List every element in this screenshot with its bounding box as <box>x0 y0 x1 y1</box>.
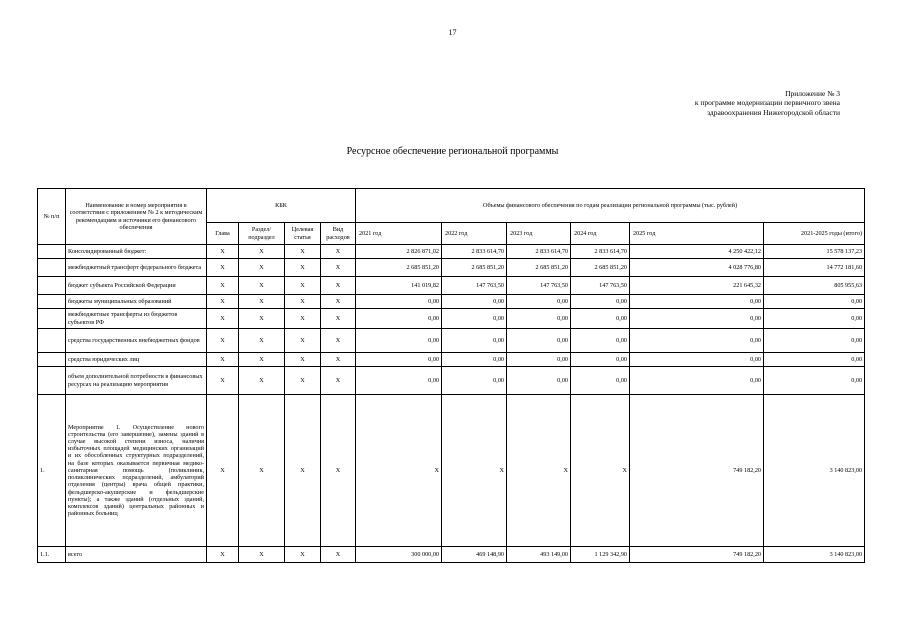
cell-2024: 1 129 342,90 <box>571 547 630 563</box>
header-2023: 2023 год <box>507 223 571 245</box>
table-row <box>38 353 865 367</box>
row-number: 1. <box>38 395 66 547</box>
header-razdel: Раздел/ подраздел <box>239 223 285 245</box>
row-number <box>38 259 66 277</box>
table-row <box>38 395 865 547</box>
header-celevaya: Целевая статья <box>285 223 321 245</box>
cell-2025: 749 182,20 <box>630 395 764 547</box>
row-number <box>38 353 66 367</box>
cell-2022: 0,00 <box>442 353 507 367</box>
cell-razdel: Х <box>239 353 285 367</box>
row-number <box>38 367 66 395</box>
row-name: межбюджетный трансферт федерального бюджета <box>66 259 207 277</box>
header-name: Наименование и номер мероприятия в соответствии с приложением № 2 к методическим рекомендациям и источники его финансового обеспечения <box>66 189 207 245</box>
cell-vid: Х <box>321 245 356 259</box>
cell-glava: Х <box>207 309 239 329</box>
cell-2022: 469 148,90 <box>442 547 507 563</box>
cell-celevaya: Х <box>285 367 321 395</box>
cell-2025: 0,00 <box>630 329 764 353</box>
row-name: бюджет субъекта Российской Федерации <box>66 277 207 295</box>
appendix-block <box>695 89 840 117</box>
cell-vid: Х <box>321 547 356 563</box>
cell-glava: Х <box>207 547 239 563</box>
cell-2023: 493 149,00 <box>507 547 571 563</box>
cell-razdel: Х <box>239 277 285 295</box>
cell-celevaya: Х <box>285 295 321 309</box>
row-number <box>38 245 66 259</box>
cell-2021: 0,00 <box>356 329 442 353</box>
cell-2024: Х <box>571 395 630 547</box>
cell-vid: Х <box>321 277 356 295</box>
header-2021: 2021 год <box>356 223 442 245</box>
table-row <box>38 277 865 295</box>
table-row <box>38 547 865 563</box>
cell-2023: Х <box>507 395 571 547</box>
table-row <box>38 329 865 353</box>
cell-2023: 147 763,50 <box>507 277 571 295</box>
cell-2023: 2 685 851,20 <box>507 259 571 277</box>
header-glava: Глава <box>207 223 239 245</box>
cell-2025: 221 645,32 <box>630 277 764 295</box>
cell-total: 14 772 181,60 <box>764 259 865 277</box>
cell-celevaya: Х <box>285 353 321 367</box>
cell-2025: 0,00 <box>630 295 764 309</box>
cell-glava: Х <box>207 353 239 367</box>
cell-2025: 0,00 <box>630 367 764 395</box>
cell-2025: 749 182,20 <box>630 547 764 563</box>
row-name: межбюджетные трансферты из бюджетов субъектов РФ <box>66 309 207 329</box>
cell-vid: Х <box>321 367 356 395</box>
cell-2021: 0,00 <box>356 309 442 329</box>
cell-2022: 0,00 <box>442 295 507 309</box>
cell-2024: 0,00 <box>571 353 630 367</box>
row-number <box>38 277 66 295</box>
cell-vid: Х <box>321 329 356 353</box>
row-number <box>38 295 66 309</box>
cell-glava: Х <box>207 329 239 353</box>
cell-glava: Х <box>207 367 239 395</box>
header-2024: 2024 год <box>571 223 630 245</box>
resource-table <box>37 188 865 563</box>
cell-total: 3 140 823,00 <box>764 395 865 547</box>
cell-razdel: Х <box>239 329 285 353</box>
table-row <box>38 259 865 277</box>
cell-2023: 0,00 <box>507 329 571 353</box>
cell-2022: 0,00 <box>442 367 507 395</box>
header-2022: 2022 год <box>442 223 507 245</box>
row-number: 1.1. <box>38 547 66 563</box>
cell-2022: 0,00 <box>442 309 507 329</box>
cell-2024: 2 833 614,70 <box>571 245 630 259</box>
cell-celevaya: Х <box>285 309 321 329</box>
row-name: Мероприятие 1. Осуществление нового строительства (его завершение), замены зданий в случае высокой степени износа, наличия избыточных площадей медицинских организаций и их обособленных структурных подразделений, на базе которых оказывается первичная медико-санитарная помощь (поликлиник, поликлинических подразделений, амбулаторий отделения (центры) врача общей практики, фельдшерско-акушерские и фельдшерские пункты); а также зданий (отдельных зданий, комплексов зданий) центральных районных и районных больниц <box>66 395 207 547</box>
cell-2021: 2 826 871,02 <box>356 245 442 259</box>
cell-celevaya: Х <box>285 547 321 563</box>
cell-2025: 0,00 <box>630 309 764 329</box>
cell-total: 3 140 823,00 <box>764 547 865 563</box>
cell-total: 0,00 <box>764 329 865 353</box>
cell-total: 0,00 <box>764 367 865 395</box>
appendix-line-1: Приложение № 3 <box>785 89 840 98</box>
cell-vid: Х <box>321 353 356 367</box>
cell-total: 15 578 137,23 <box>764 245 865 259</box>
cell-2022: 147 763,50 <box>442 277 507 295</box>
header-kbk: КБК <box>207 189 356 223</box>
cell-total: 0,00 <box>764 295 865 309</box>
cell-glava: Х <box>207 245 239 259</box>
cell-2021: 0,00 <box>356 295 442 309</box>
cell-glava: Х <box>207 259 239 277</box>
cell-total: 0,00 <box>764 309 865 329</box>
row-name: Консолидированный бюджет: <box>66 245 207 259</box>
cell-2023: 0,00 <box>507 309 571 329</box>
cell-razdel: Х <box>239 309 285 329</box>
cell-2022: Х <box>442 395 507 547</box>
header-row-main <box>38 189 865 223</box>
cell-celevaya: Х <box>285 395 321 547</box>
cell-celevaya: Х <box>285 277 321 295</box>
table-row <box>38 245 865 259</box>
cell-2023: 2 833 614,70 <box>507 245 571 259</box>
cell-2025: 4 250 422,12 <box>630 245 764 259</box>
cell-vid: Х <box>321 259 356 277</box>
cell-2024: 0,00 <box>571 309 630 329</box>
appendix-line-3: здравоохранения Нижегородской области <box>707 107 840 117</box>
table-row <box>38 309 865 329</box>
cell-total: 805 955,63 <box>764 277 865 295</box>
cell-2022: 2 833 614,70 <box>442 245 507 259</box>
table-row <box>38 367 865 395</box>
cell-vid: Х <box>321 395 356 547</box>
cell-2021: 300 000,00 <box>356 547 442 563</box>
cell-2025: 4 028 776,80 <box>630 259 764 277</box>
cell-razdel: Х <box>239 547 285 563</box>
cell-2021: Х <box>356 395 442 547</box>
cell-2023: 0,00 <box>507 353 571 367</box>
header-vid: Вид расходов <box>321 223 356 245</box>
cell-vid: Х <box>321 295 356 309</box>
cell-razdel: Х <box>239 245 285 259</box>
cell-glava: Х <box>207 295 239 309</box>
cell-2021: 2 685 851,20 <box>356 259 442 277</box>
cell-2023: 0,00 <box>507 295 571 309</box>
cell-2024: 0,00 <box>571 367 630 395</box>
cell-2021: 141 019,82 <box>356 277 442 295</box>
cell-total: 0,00 <box>764 353 865 367</box>
appendix-line-2: к программе модернизации первичного звена <box>694 98 840 108</box>
cell-razdel: Х <box>239 395 285 547</box>
cell-2024: 147 763,50 <box>571 277 630 295</box>
cell-celevaya: Х <box>285 329 321 353</box>
cell-2023: 0,00 <box>507 367 571 395</box>
cell-2024: 0,00 <box>571 329 630 353</box>
cell-2024: 0,00 <box>571 295 630 309</box>
cell-2022: 2 685 851,20 <box>442 259 507 277</box>
header-num: № п/п <box>38 189 66 245</box>
row-name: средства юридических лиц <box>66 353 207 367</box>
row-number <box>38 309 66 329</box>
document-title: Ресурсное обеспечение региональной программы <box>346 146 559 157</box>
cell-2024: 2 685 851,20 <box>571 259 630 277</box>
row-name: бюджеты муниципальных образований <box>66 295 207 309</box>
cell-razdel: Х <box>239 367 285 395</box>
table-body <box>38 245 865 563</box>
row-name: объем дополнительной потребности в финансовых ресурсах на реализацию мероприятия <box>66 367 207 395</box>
cell-glava: Х <box>207 395 239 547</box>
row-name: всего <box>66 547 207 563</box>
cell-celevaya: Х <box>285 245 321 259</box>
header-volumes: Объемы финансового обеспечения по годам реализации региональной программы (тыс. рублей) <box>356 189 865 223</box>
cell-razdel: Х <box>239 259 285 277</box>
cell-2025: 0,00 <box>630 353 764 367</box>
cell-2021: 0,00 <box>356 353 442 367</box>
cell-celevaya: Х <box>285 259 321 277</box>
row-number <box>38 329 66 353</box>
table-row <box>38 295 865 309</box>
cell-2021: 0,00 <box>356 367 442 395</box>
cell-vid: Х <box>321 309 356 329</box>
page-number: 17 <box>448 28 457 37</box>
header-total: 2021-2025 годы (итого) <box>764 223 865 245</box>
header-2025: 2025 год <box>630 223 764 245</box>
cell-glava: Х <box>207 277 239 295</box>
row-name: средства государственных внебюджетных фондов <box>66 329 207 353</box>
cell-2022: 0,00 <box>442 329 507 353</box>
cell-razdel: Х <box>239 295 285 309</box>
